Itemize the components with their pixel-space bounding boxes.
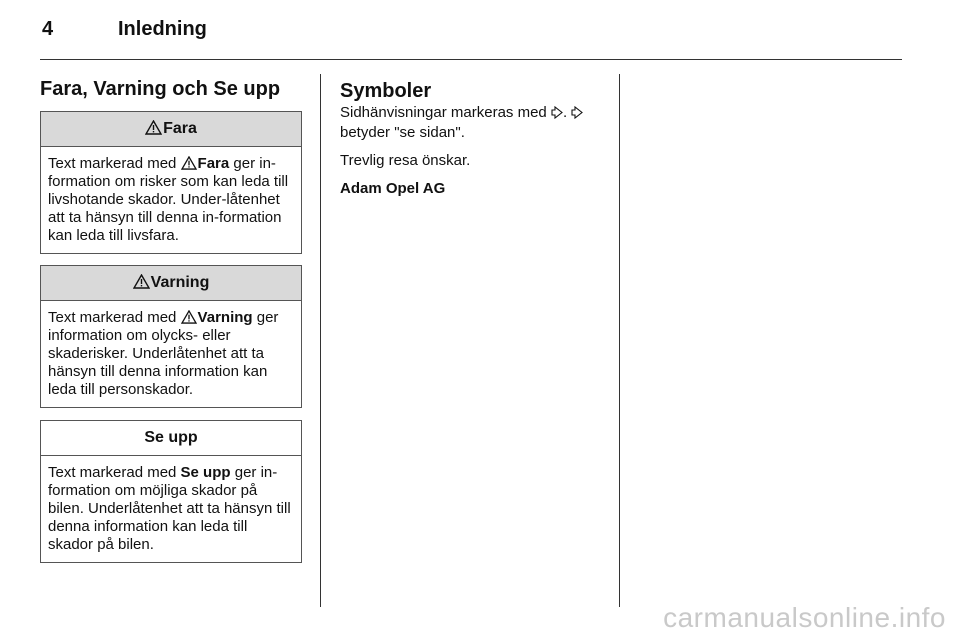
caution-box [40,420,302,563]
warning-triangle-icon [181,156,197,170]
page-reference-icon [571,106,583,124]
symbols-section [340,78,610,208]
column-divider-left [320,74,321,607]
caution-box-header [41,421,301,456]
signature: Adam Opel AG [340,180,446,197]
caution-rest: ger in-formation om möjliga skador på bilen. Underlåtenhet att ta hänsyn till denna information kan leda till skador på bilen. [48,464,291,553]
danger-keyword: Fara [197,155,230,172]
danger-box-header [41,112,301,147]
warning-keyword: Varning [197,309,253,326]
danger-rest: ger in-formation om risker som kan leda till livshotande skador. Under-låtenhet att ta hänsyn till denna in-formation kan leda till livsfara. [48,155,289,244]
warning-intro: Text markerad med [48,309,181,326]
caution-keyword: Se upp [180,464,231,481]
warning-box-header [41,266,301,301]
danger-box-title: Fara [163,120,197,137]
section-title: Fara, Varning och Se upp [40,78,281,100]
warning-box-title: Varning [150,274,210,291]
caution-intro: Text markerad med [48,464,181,481]
caution-box-text [41,456,301,562]
warning-triangle-icon [181,310,197,324]
symbols-text: Sidhänvisningar markeras med . betyder "se sidan". [340,104,610,142]
greeting-text: Trevlig resa önskar. [340,152,471,169]
warning-triangle-icon [145,120,162,135]
caution-box-title: Se upp [144,429,198,446]
watermark: carmanualsonline.info [663,602,946,633]
page-reference-icon [551,106,563,124]
danger-intro: Text markerad med [48,155,181,172]
symbols-title: Symboler [340,80,432,102]
danger-box [40,111,302,254]
header-rule [40,59,902,60]
warning-rest: ger information om olycks- eller skaderisker. Underlåtenhet att ta hänsyn till denna information kan leda till personskador. [48,309,279,398]
chapter-title: Inledning [118,18,207,40]
warning-box-text [41,301,301,407]
page-number: 4 [42,18,54,40]
warning-triangle-icon [133,274,150,289]
warning-box [40,265,302,408]
danger-box-text [41,147,301,253]
column-divider-right [619,74,620,607]
